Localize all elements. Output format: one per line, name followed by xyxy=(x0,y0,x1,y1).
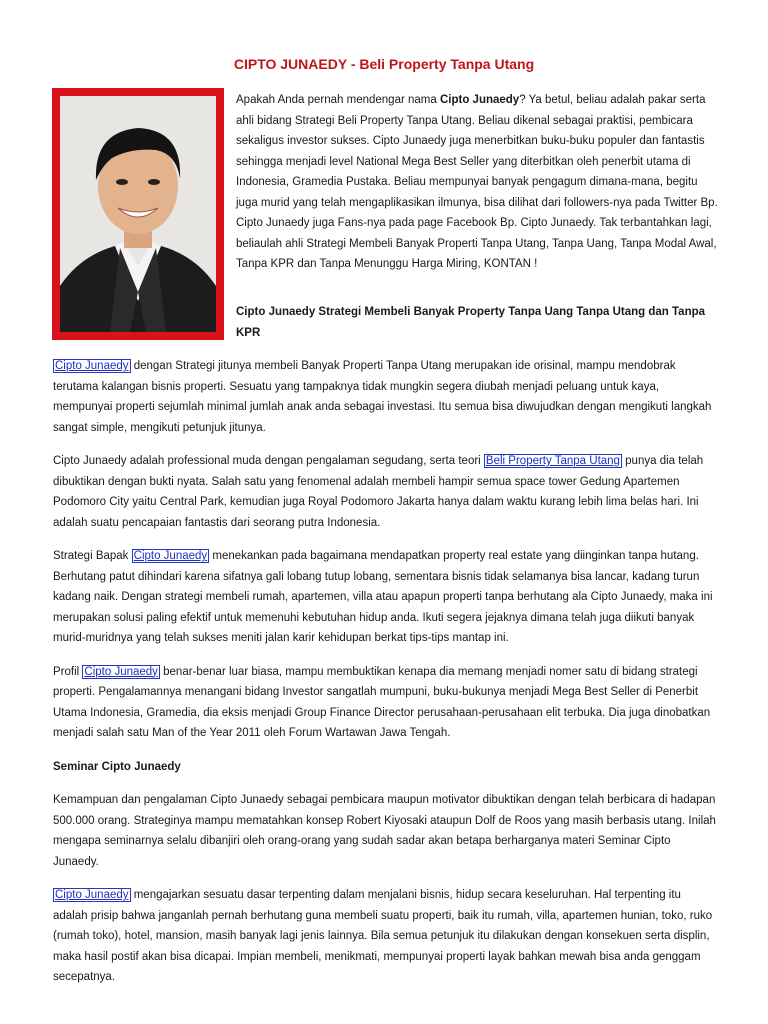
beli-property-tanpa-utang-link[interactable]: Beli Property Tanpa Utang xyxy=(485,455,620,467)
paragraph-4-text-b: benar-benar luar biasa, mampu membuktikan kenapa dia memang menjadi nomer satu di bidang strategi properti. Pengalamannya menangani bidang Investor sangatlah mumpuni, buku-bukunya menjadi Mega Best Seller di Penerbit Utama Indonesia, Gramedia, dia eksis menjadi Group Finance Director perusahaan-perusahaan elit terbuka. Dia juga dinobatkan menjadi salah satu Man of the Year 2011 oleh Forum Wartawan Jawa Tengah. xyxy=(53,665,711,739)
article-body xyxy=(53,356,717,1001)
page-title: CIPTO JUNAEDY - Beli Property Tanpa Utang xyxy=(233,56,535,72)
intro-name-bold: Cipto Junaedy xyxy=(439,94,520,106)
intro-subheading: Cipto Junaedy Strategi Membeli Banyak Property Tanpa Uang Tanpa Utang dan Tanpa KPR xyxy=(236,306,706,339)
section-heading-seminar: Seminar Cipto Junaedy xyxy=(53,760,181,773)
paragraph-1-text: dengan Strategi jitunya membeli Banyak Properti Tanpa Utang merupakan ide orisinal, mampu mendobrak terutama kalangan bisnis properti. Sesuatu yang tampaknya tidak mungkin segera diubah menjadi peluang untuk kaya, mempunyai properti sejumlah minimal jumlah anak anda sebagai investasi. Itu semua bisa diwujudkan dengan mengikuti langkah sangat simple, mengikuti petunjuk jitunya. xyxy=(53,360,712,434)
cipto-junaedy-link[interactable]: Cipto Junaedy xyxy=(55,360,129,372)
paragraph-3-text-b: menekankan pada bagaimana mendapatkan property real estate yang diinginkan tanpa hutang. Berhutang patut dihindari karena sifatnya gali lobang tutup lobang, sementara bisnis tidak selamanya bisa lancar, kadang turun kadang naik. Dengan strategi membeli rumah, apartemen, villa atau apapun properti tanpa berhutang ala Cipto Junaedy, maka ini merupakan solusi paling efektif untuk memenuhi kebutuhan hidup anda. Ikuti segera jejaknya dimana telah juga diikuti banyak murid-muridnya yang telah sukses meniti jalan karir kehidupan berkat tips-tips mantap ini. xyxy=(53,550,713,644)
paragraph-6 xyxy=(53,885,717,988)
portrait-photo xyxy=(52,88,224,340)
intro-text-b: ? Ya betul, beliau adalah pakar serta ahli bidang Strategi Beli Property Tanpa Utang. Beliau dikenal sebagai praktisi, pembicara sekaligus investor sukses. Cipto Junaedy juga menerbitkan buku-buku populer dan fantastis sehingga menjadi level National Mega Best Seller yang diterbitkan oleh penerbit utama di Indonesia, Gramedia Pustaka. Beliau mempunyai banyak pengagum dimana-mana, begitu juga murid yang telah mengaplikasikan ilmunya, bisa dilihat dari followers-nya pada Twitter Bp. Cipto Junaedy juga Fans-nya pada page Facebook Bp. Cipto Junaedy. Tak terbantahkan lagi, beliaulah ahli Strategi Membeli Banyak Properti Tanpa Utang, Tanpa Uang, Tanpa Modal Awal, Tanpa KPR dan Tanpa Menunggu Harga Miring, KONTAN ! xyxy=(236,94,718,270)
paragraph-1 xyxy=(53,356,717,438)
intro-text-a: Apakah Anda pernah mendengar nama xyxy=(236,94,440,106)
paragraph-2-text-a: Cipto Junaedy adalah professional muda dengan pengalaman segudang, serta teori xyxy=(53,455,484,467)
cipto-junaedy-link[interactable]: Cipto Junaedy xyxy=(133,550,208,562)
paragraph-2-text-b: punya dia telah dibuktikan dengan bukti nyata. Salah satu yang fenomenal adalah membeli hampir semua space tower Gedung Apartemen Podomoro City yaitu Central Park, kemudian juga Royal Podomoro Jakarta hanya dalam waktu kurang lebih lima belas hari. Ini adalah suatu pencapaian fantastis dari seorang putra Indonesia. xyxy=(53,455,704,529)
paragraph-4-text-a: Profil xyxy=(53,665,83,678)
paragraph-4 xyxy=(53,662,717,744)
paragraph-2 xyxy=(53,451,717,533)
intro-paragraph xyxy=(236,90,718,275)
paragraph-3 xyxy=(53,546,717,649)
portrait-photo-icon xyxy=(60,96,216,332)
cipto-junaedy-link[interactable]: Cipto Junaedy xyxy=(55,889,129,901)
paragraph-3-text-a: Strategi Bapak xyxy=(53,550,132,562)
cipto-junaedy-link[interactable]: Cipto Junaedy xyxy=(84,665,158,678)
paragraph-5: Kemampuan dan pengalaman Cipto Junaedy sebagai pembicara maupun motivator dibuktikan dengan telah berbicara di hadapan 500.000 orang. Strateginya mampu mematahkan konsep Robert Kiyosaki ataupun Dolf de Roos yang masih berbasis utang. Inilah mengapa seminarnya selalu dibanjiri oleh orang-orang yang sudah sadar akan betapa berharganya materi Seminar Cipto Junaedy. xyxy=(53,794,716,868)
paragraph-6-text: mengajarkan sesuatu dasar terpenting dalam menjalani bisnis, hidup secara keseluruhan. Hal terpenting itu adalah prisip bahwa janganlah pernah berhutang guna membeli suatu properti, baik itu rumah, villa, apartemen hunian, toko, ruko (rumah toko), hotel, mansion, masih banyak lagi jenis lainnya. Bila semua petunjuk itu dilakukan dengan konsekuen serta displin, maka hasil postif akan bisa dicapai. Impian membeli, menikmati, mempunyai properti layak bahkan mewah bisa anda genggam secepatnya. xyxy=(53,889,713,983)
